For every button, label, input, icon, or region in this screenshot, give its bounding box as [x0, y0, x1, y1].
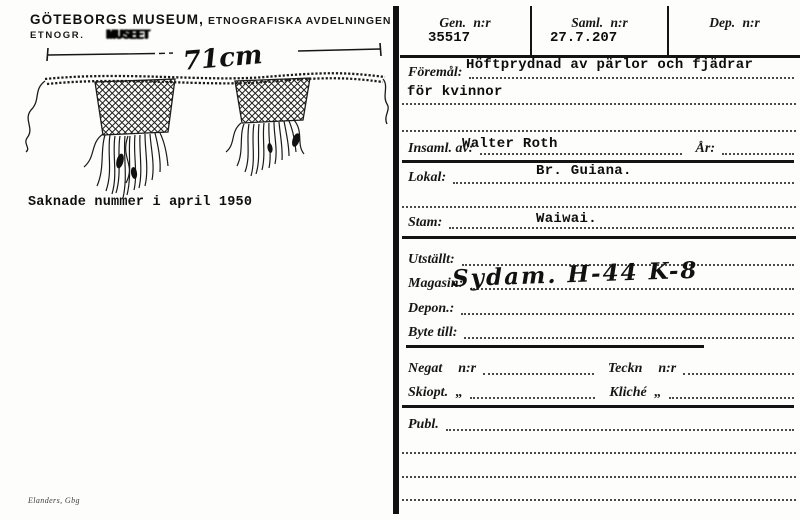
woven-panel-left [95, 79, 175, 135]
insaml-value: Walter Roth [462, 136, 558, 152]
lokal-dotted-line [453, 182, 794, 184]
ar-dotted-line [722, 153, 794, 155]
saml-nr-cell [530, 6, 667, 55]
skiopt-kliche-row [408, 383, 794, 401]
depon-row [408, 299, 794, 317]
publ-row [408, 415, 794, 433]
foremal-row [408, 63, 794, 81]
stam-value: Waiwai. [536, 211, 597, 227]
depon-label: Depon.: [408, 301, 455, 316]
stam-row [408, 213, 794, 231]
number-header-row [400, 6, 800, 58]
kliche-ditto-mark: „ [653, 385, 661, 400]
printer-mark: Elanders, Gbg [28, 496, 80, 505]
section-line-stam [402, 236, 796, 239]
foremal-dotted-line-3 [402, 130, 796, 132]
publ-dotted-line [446, 429, 794, 431]
kliche-label: Kliché [609, 385, 647, 400]
byte-row [408, 323, 794, 341]
stam-label: Stam: [408, 215, 443, 230]
publ-dotted-line-2 [402, 452, 796, 454]
section-line-byte [406, 345, 704, 348]
dep-nr-cell [667, 6, 800, 55]
gen-nr-label: Gen. n:r [439, 15, 491, 30]
gen-nr-cell [400, 6, 530, 55]
lokal-row [408, 168, 794, 186]
museum-department: ETNOGRAFISKA AVDELNINGEN [207, 15, 392, 27]
teckn-dotted-line [683, 373, 794, 375]
fringe-left [84, 133, 168, 198]
insaml-dotted-line [480, 153, 681, 155]
ar-label: År: [695, 141, 715, 156]
skiopt-label: Skiopt. [408, 385, 449, 400]
insaml-label: Insaml. av: [408, 141, 474, 156]
foremal-value-line1: Höftprydnad av pärlor och fjädrar [466, 57, 754, 73]
foremal-label: Föremål: [408, 65, 463, 80]
publ-dotted-line-4 [402, 499, 796, 501]
lokal-dotted-line-2 [402, 206, 796, 208]
dept-abbrev: ETNOGR. [30, 30, 85, 41]
insaml-row [408, 139, 794, 157]
lokal-value: Br. Guiana. [536, 163, 632, 179]
negat-dotted-line [483, 373, 594, 375]
foremal-dotted-line [469, 77, 794, 79]
foremal-value-line2: för kvinnor [407, 84, 503, 100]
magasin-handwritten-value: Sydam. H-44 K-8 [451, 256, 699, 293]
illegible-stamp: MUSEET [106, 28, 150, 42]
byte-label: Byte till: [408, 325, 458, 340]
teckn-nr-label: n:r [658, 361, 677, 376]
negat-teckn-row [408, 359, 794, 377]
kliche-dotted-line [669, 397, 794, 399]
bead-cord [26, 73, 388, 152]
dep-nr-label: Dep. n:r [709, 15, 760, 30]
utstallt-label: Utställt: [408, 252, 455, 267]
depon-dotted-line [461, 313, 794, 315]
lokal-label: Lokal: [408, 170, 447, 185]
museum-name: GÖTEBORGS MUSEUM, [30, 12, 204, 27]
publ-label: Publ. [408, 417, 439, 432]
missing-note: Saknade nummer i april 1950 [28, 195, 253, 210]
foremal-dotted-line-2 [402, 103, 796, 105]
teckn-label: Teckn [607, 361, 643, 376]
negat-label: Negat [408, 361, 443, 376]
stam-dotted-line [449, 227, 794, 229]
woven-panel-right [235, 78, 310, 123]
negat-nr-label: n:r [458, 361, 477, 376]
card-fold-divider [393, 6, 399, 514]
skiopt-ditto-mark: „ [455, 385, 463, 400]
byte-dotted-line [464, 337, 794, 339]
section-line-skiopt [402, 405, 794, 408]
magasin-label: Magasin: [408, 276, 464, 291]
measurement-label: 71cm [181, 40, 264, 77]
saml-nr-value: 27.7.207 [550, 30, 618, 46]
saml-nr-label: Saml. n:r [571, 15, 628, 30]
skiopt-dotted-line [470, 397, 595, 399]
artifact-drawing [5, 38, 390, 208]
fringe-right [226, 120, 304, 176]
gen-nr-value: 35517 [428, 30, 471, 46]
publ-dotted-line-3 [402, 476, 796, 478]
museum-header [30, 11, 391, 29]
